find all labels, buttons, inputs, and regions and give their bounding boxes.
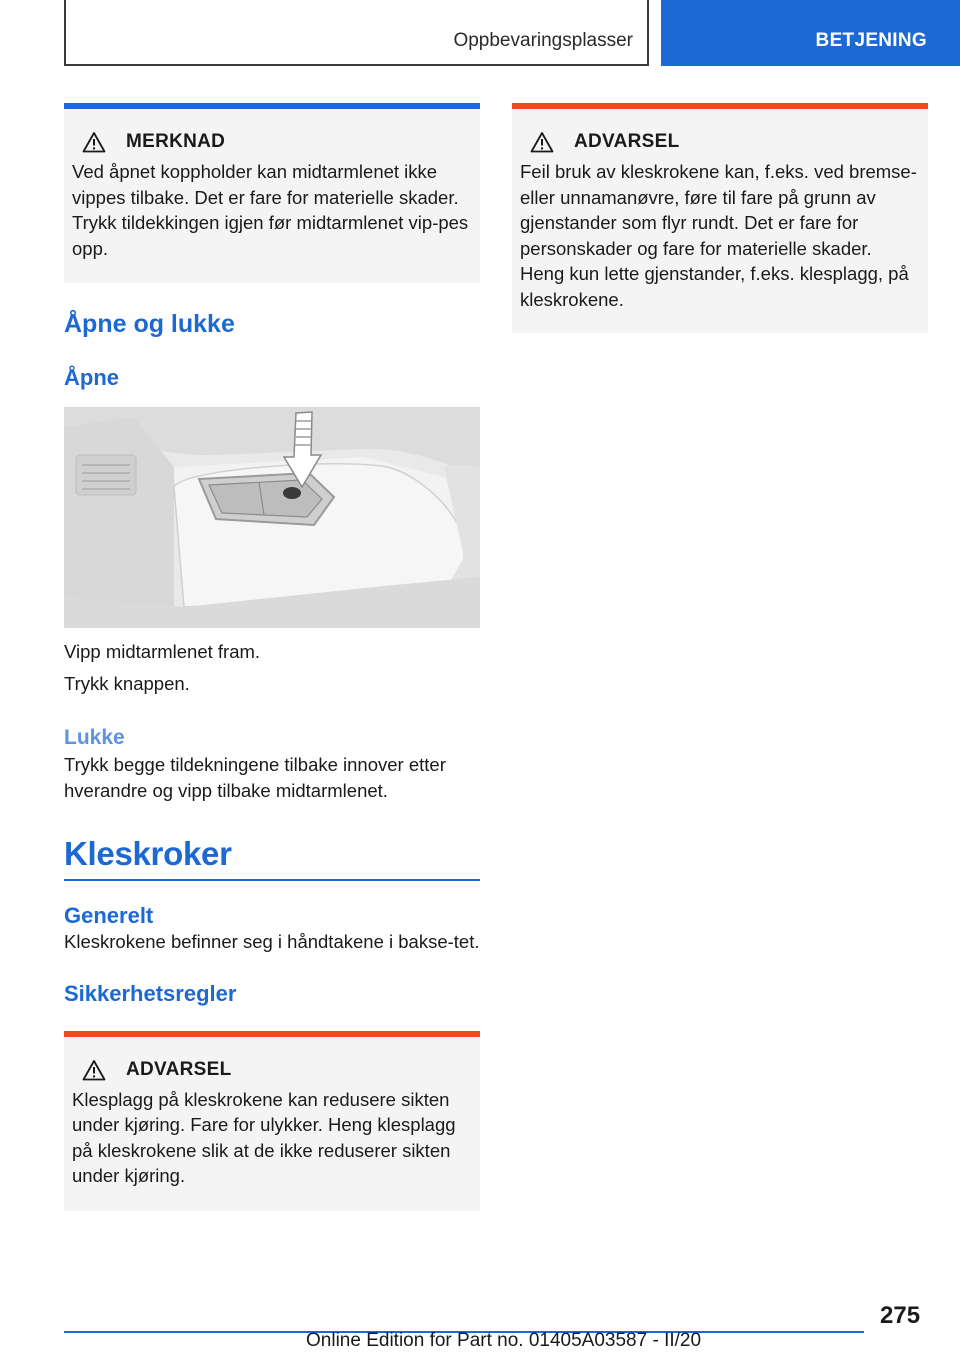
warning-triangle-icon: [82, 131, 106, 153]
warning-box-left: [64, 1031, 480, 1211]
warning-text-left: Klesplagg på kleskrokene kan redusere sikten under kjøring. Fare for ulykker. Heng klesplagg på kleskrokene slik at de ikke reduserer sikten under kjøring.: [72, 1088, 456, 1186]
open-step-2: Trykk knappen.: [64, 672, 190, 694]
warning-header-right: [530, 131, 920, 153]
warning-box-right: [512, 103, 928, 333]
page-number: 275: [880, 1302, 921, 1329]
note-box: [64, 103, 480, 283]
note-header: [82, 131, 472, 153]
heading-safety: Sikkerhetsregler: [64, 980, 237, 1006]
warning-title-right: ADVARSEL: [574, 131, 680, 152]
note-title: MERKNAD: [126, 131, 226, 152]
right-column: [512, 103, 928, 333]
footer-edition: Online Edition for Part no. 01405A03587 - II/20: [306, 1330, 702, 1351]
warning-text-right: Feil bruk av kleskrokene kan, f.eks. ved bremse- eller unnamanøvre, føre til fare på grunn av gjenstander som flyr rundt. Det er fare for personskader og fare for materielle skader. Heng kun lette gjenstander, f.eks. klesplagg, på kleskrokene.: [520, 161, 917, 310]
warning-triangle-icon: [530, 131, 554, 153]
heading-open-close: Åpne og lukke: [64, 310, 235, 338]
heading-general: Generelt: [64, 903, 154, 928]
heading-close: Lukke: [64, 726, 125, 749]
left-column: [64, 103, 480, 1211]
heading-hooks: Kleskroker: [64, 835, 480, 881]
header-section-title: Oppbevaringsplasser: [453, 30, 633, 51]
open-step-1: Vipp midtarmlenet fram.: [64, 641, 261, 662]
header-chapter-title: BETJENING: [815, 30, 927, 51]
close-text: Trykk begge tildekningene tilbake innover etter hverandre og vipp tilbake midtarmlenet.: [64, 754, 446, 801]
warning-triangle-icon: [82, 1059, 106, 1081]
armrest-illustration: [64, 407, 480, 628]
header-chapter-tab: [661, 0, 960, 66]
heading-open: Åpne: [64, 365, 119, 390]
warning-title-left: ADVARSEL: [126, 1058, 232, 1080]
general-text: Kleskrokene befinner seg i håndtakene i bakse-tet.: [64, 931, 480, 952]
note-text: Ved åpnet koppholder kan midtarmlenet ikke vippes tilbake. Det er fare for materielle skader. Trykk tildekkingen igjen før midtarmlenet vip-pes opp.: [72, 161, 469, 259]
armrest-figure: [64, 407, 480, 628]
header-section-box: [64, 0, 649, 66]
warning-header-left: [82, 1059, 472, 1081]
